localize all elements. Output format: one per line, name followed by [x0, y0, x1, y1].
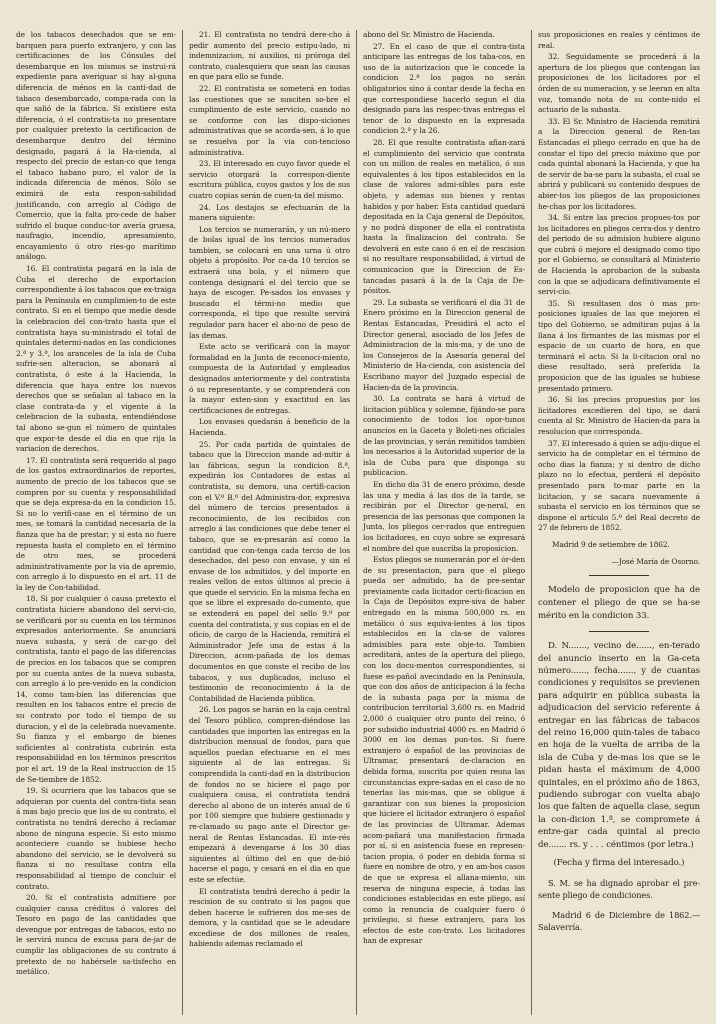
- paragraph-condition-16: 16. El contratista pagará en la isla de Cuba el derecho de exportacion correspondiente á los tabacos que ex-traiga para la Península en cumplimien-to de este contrato. Si en el tiempo que medie desde la celebracion del con-trato hasta que el contratista haya su-ministrado el total de quintales determi-nados en las condiciones 2.ª y 3.ª, los aranceles de la isla de Cuba sufrie-sen alteracion, se abonará al contratista, ó este á la Hacienda, la diferencia que haya entre los nuevos derechos que se señalan al tabaco en la clase contrata-da y el vigente á la celebracion de la subasta, entendiéndose tal abono se-gun el número de quintales que expor-te desde el dia en que rija la variacion de derechos.: [16, 264, 176, 454]
- paragraph-condition-17: 17. El contratista será requerido al pago de los gastos extraordinarios de reportes, aumento de precio de los tabacos que se compren por su cuenta y responsabilidad que se deja expresa-da en la condicion 15. Si no lo verifi-case en el término de un mes, se tomará la cantidad necesaria de la fianza que ha de prestar; y si esta no fuere repuesta hasta el completo en el término de otro mes, se procederá administrativamente por la via de apremio, con arreglo á lo dispuesto en el art. 11 de la ley de Con-tabilidad.: [16, 455, 176, 592]
- divider: [589, 575, 649, 576]
- paragraph: Los tercios se numerarán, y un nú-mero de bolas igual de los tercios numerados tambien, se colocará en una urna ú otro objeto á propósito. Por ca-da 10 tercios se extraerá una bola, y el número que contenga designará el del tercio que se haya de escoger. Pe-sados los envases y buscado el térmi-no medio que corresponda, el tipo que resulte servirá regulador para hacer el abo-no de peso de las demas.: [189, 224, 350, 340]
- divider: [589, 631, 649, 632]
- column-1: [10, 30, 183, 1015]
- model-title: Modelo de proposicion que ha de contener el pliego de que se ha-se mérito en la condicion 33.: [538, 585, 700, 622]
- paragraph: de los tabacos desechados que se em-barquen para puerto extranjero, y con las certificaciones de los Cónsules del desembarque en los mismos se instrui-rá expediente para averiguar si hay al-guna diferencia de ménos en la canti-dad de tabaco desembarcado, compa-rada con la que salió de la fábrica. Si existiere esta diferencia, ó el contratis-ta no presentare por cualquier pretexto la certificacion de desembarque dentro del término designado, pagará á la Ha-cienda, al respecto del precio de estan-co que tenga el tabaco habano puro, el valor de la indicada diferencia de ménos. Sólo se eximirá de esta respon-sabilidad justificando, con arreglo al Código de Comercio, que la falta pro-cede de haber sufrido el buque conduc-tor avería gruesa, naufragio, incendio, apresamiento, encayamiento ú otro ries-go marítimo análogo.: [16, 30, 176, 262]
- paragraph-condition-27: 27. En el caso de que el contra-tista anticipare las entregas de los taba-cos, en uso de la autorizacion que le concede la condicion 2.ª los pagos no serán obligatorios sino á contar desde la fecha en que correspondiese hacerlo segun el dia designado para las respec-tivas entregas el tenor de lo dispuesto en la expresada condicion 2.ª y la 26.: [363, 41, 525, 136]
- paragraph-condition-34: 34. Si entre las precios propues-tos por los licitadores en pliegos cerra-dos y dentro del periodo de su admision hubiere alguno que cubrá ó mejore el designado como tipo por el Gobierno, se consultará al Ministerio de Hacienda la aprobacion de la subasta con la que se adjudicara definitivamente el servi-cio.: [538, 213, 700, 297]
- approval-note: S. M. se ha dignado aprobar el pre-sente pliego de condiciones.: [538, 878, 700, 900]
- paragraph: En dicho dia 31 de enero próximo, desde las una y media á las dos de la tarde, se recibirán por el Director ge-neral, en presencia de las personas que componen la Junta, los pliegos cer-rados que entreguen los licitadores, en cuyo sobre se expresará el nombre del que suscriba la proposicion.: [363, 479, 525, 553]
- column-3: [357, 30, 532, 1015]
- column-4: [532, 30, 706, 1015]
- signature: —José María de Osorno.: [611, 556, 700, 566]
- form-signature-line: (Fecha y firma del interesado.): [553, 858, 685, 868]
- paragraph-condition-22: 22. El contratista se someterá en todas las cuestiones que se susciten so-bre el cumplimiento de este servicio, cuando no se conforme con las dispo-siciones administrativas que se acorda-sen, á lo que se resuelva por la via con-tencioso administrativa.: [189, 83, 350, 157]
- place-date: Madrid 9 de setiembre de 1862.: [552, 539, 670, 549]
- paragraph-condition-23: 23. El interesado en cuyo favor quede el servicio otorgará la correspon-diente escritura pública, cuyos gastos y los de sus cuatro copias serán de cuen-ta del mismo.: [189, 159, 350, 200]
- paragraph-condition-32: 32. Seguidamente se procederá á la apertura de los pliegos que contengan las proposiciones de los licitadores por el órden de su numeracion, y se leeran en alta voz, tomando nota de su conte-nido el actuario de la subasta.: [538, 52, 700, 115]
- paragraph: El contratista tendrá derecho á pedir la rescision de su contrato si los pagos que deben hacerse le sufrieren dos me-ses de demora, y la cantidad que se le adeudare excediese de dos millones de reales, habiendo ademas reclamado el: [189, 886, 350, 949]
- paragraph-condition-28: 28. El que resulte contratista afian-zará el cumplimiento del servicio que contrata con un millon de reales en metálico, ó sus equivalentes á los tipos establecidos en la clase de valores admi-sibles para este objeto, y ademas sus bienes y rentas habidos y por haber. Esta cantidad quedará depositada en la Caja general de Depósitos, y no podrá disponer de ella el contratista hasta la finalizacion del contrato. Se devolverá en este caso ó en el de rescision si no resultare responsabilidad, á virtud de comunicacion que la Direccion de Es-tancadas pasará á la de la Caja de De-pósitos.: [363, 137, 525, 296]
- paragraph-condition-19: 19. Si ocurriera que los tabacos que se adquieran por cuenta del contra-tista sean á mas bajo precio que los de su contrato, el contratista no tendrá derecho á reclamar abono de ninguna especie. Si esto mismo aconteciere cuando se hubiese hecho abandono del servicio, se le devolverá su fianza si no resultase contra ella responsabilidad al tiempo de concluir el contrato.: [16, 786, 176, 891]
- paragraph: Este acto se verificará con la mayor formalidad en la Junta de reconoci-miento, compuesta de la Autoridad y empleados designados anteriormente y del contratista ó su representante, y se comprenderá con la mayor exten-sion y exactitud en las certificaciones de entregas.: [189, 342, 350, 415]
- paragraph-condition-33: 33. El Sr. Ministro de Hacienda remitirá a la Direccion general de Ren-tas Estancadas el pliego cerrado en que ha de constar el tipo del precio máximo que por cada quintal abonará la Hacienda, y que ha de servir de ba-se para la subasta, el cual se abrirá y publicará su contenido despues de abier-tos los pliegos de las proposiciones he-chas por los licitadores.: [538, 116, 700, 211]
- paragraph-condition-29: 29. La subasta se verificará el dia 31 de Enero próximo en la Direccion general de Rentas Estancadas, Presidirá el acto el Director general, asociado de los Jefes de Administracion de la mis-ma, y de uno de los Consejeros de la Asesoría general del Ministerio de Ha-cienda, con asistencia del Escribano mayor del Juzgado especial de Hacien-da de la provincia.: [363, 297, 525, 392]
- paragraph-condition-18: 18. Si por cualquier ó causa pretexto el contratista hiciere abandono del servi-cio, se verificará por su cuenta en los términos expresados anteriormente. Se anunciará nueva subasta, y será de car-go del contratista, tanto el pago de las diferencias de precios en los tabacos que se compren por su cuenta antes de la nueva subasta, con arreglo á lo pre-venido en la condicion 14, como tam-bien las diferencias que resulten en los tabacos entre el precio de su contrato por todo el tiempo de su duracion, y el de la celebrada nuevamente. Su fianza y el embargo de bienes suficientes al contratista cubrirán esta responsabilidad en los términos prescritos por el art. 19 de la Real instruccion de 15 de Se-tiembre de 1852.: [16, 594, 176, 784]
- closing-date-signature: Madrid 6 de Diciembre de 1862.— Salaverría.: [538, 910, 700, 932]
- paragraph-condition-26: 26. Los pagos se harán en la caja central del Tesoro público, compren-diéndose las cantidades que importen las entregas en la distribucion mensual de fondos, para que aquellos puedan efectuarse en el mes siguiente al de las entregas. Si comprendida la canti-dad en la distribucion de fondos no se hiciere el pago por cualquiera causa, el contratista tendrá derecho al abono de un interés anual de 6 por 100 siempre que hubiere gestionado y re-clamado su pago ante el Director ge-neral de Rentas Estancadas. El inte-rés empezará á devengarse á los 30 dias siguientes al último del en que de-bió hacerse el pago, y cesará en el dia en que este se efectúe.: [189, 705, 350, 884]
- paragraph-condition-25: 25. Por cada partida de quintales de tabaco que la Direccion mande ad-mitir á las fábricas, segun la condicion 8.ª, expedirán los Contadores de estas al contratista, su demora, una certifi-cacion con el V.º B.º del Administra-dor, expresiva del número de tercios presentados á reconocimiento, de los recibidos con arreglo á las condiciones que debe tener el tabaco, que se ex-presarán así como la cantidad que con-tenga cada tercio de los desechados, del peso con envase, y sin el envase de los admitidos, y del importe en reales vellon de estos últimos al precio á que quede el servicio. En la misma fecha en que se libre el expresado do-cumento, que se extenderá en papel del sello 9.º por cuenta del contratista, y sus copias en el de oficio, de cargo de la Hacienda, remitirá el Administrador Jefe una de estas á la Direccion, acom-pañada de los demas documentos en que conste el recibo de los tabacos, y sus duplicados, incluso el testimonio de reconocimiento á la de Contabilidad de Hacienda pública.: [189, 439, 350, 703]
- paragraph-condition-21: 21. El contratista no tendrá dere-cho á pedir aumento del precio estipu-lado, ni indemnizacion, ni auxilios, ni próroga del contrato, cualesquiera que sean las causas en que para ello se funde.: [189, 30, 350, 82]
- proposal-form-text: D. N......., vecino de......, en-terado del anuncio inserto en la Ga-ceta número......, fecha......, y de cuantas condiciones y requisitos se previenen para adquirir en pública subasta la adjudicacion del servicio referente á entregar en las fábricas de tabacos del reino 16,000 quin-tales de tabaco en hoja de la vuelta de arriba de la isla de Cuba y de-mas los que se le pidan hasta el máximum de 4,000 quintales, en el próximo año de 1863, pudiendo subrogar con vuelta abajo los que falten de aquella clase, segun la con-dicion 1.ª, se compromete á entre-gar cada quintal al precio de....... rs. y . . . céntimos (por letra.): [538, 641, 700, 850]
- paragraph: Los envases quedarán á beneficio de la Hacienda.: [189, 417, 350, 437]
- paragraph: Estos pliegos se numerarán por el ór-den de su presentacion, para que el pliego pueda ser admitido, ha de pre-sentar previamente cada licitador certi-ficacion en la Caja de Depósitos expre-siva de haber entregado en la misma 500,000 rs. en metálico ó sus equiva-lentes á los tipos establecidos en la cla-se de valores admisibles para este obje-to. Tambien acreditará, antes de la apertura del pliego, con los docu-mentos correspondientes, si fuese es-pañol avecindado en la Península, que con dos años de anticipacion á la fecha de la subasta paga por la misma de contribucion territorial 3,600 rs. en Madrid 2,000 ó cualquier otro punto del reino, ó por subsidio industrial 4000 rs. en Madrid ó 3000 en los demas pun-tos. Si fuere extranjero ó español de las provincias de Ultramar, presentará de-claracion en debida forma, suscrita por quien reuna las circunstancias expre-sadas en el caso de no tenerlas las mis-mas, que se obligue á garantizar con sus bienes la proposicion que hiciere el licitador extranjero ó español de las provincias de Ultramar. Ademas acom-pañará una manifestacion firmada por sí, si en asistencia fuese en represen-tacion propia, ó poder en debida forma si fuere en nombre de otro, y en am-bos casos de que se expresa el allana-miento, sin reserva de ninguna especie, á todas las condiciones establecidas en este pliego, así como la renuncia de cualquier fuero ó privilegio, si fuese extranjero, para los efectos de este con-trato. Los licitadores han de expresar: [363, 555, 525, 946]
- paragraph: sus proposiciones en reales y céntimos de real.: [538, 30, 700, 50]
- paragraph-condition-36: 36. Si los precios propuestos por los licitadores excedieren del tipo, se dará cuenta al Sr. Ministro de Hacien-da para la resolucion que corresponda.: [538, 395, 700, 436]
- paragraph: abono del Sr. Ministro de Hacienda.: [363, 30, 495, 39]
- paragraph-condition-30: 30. La contrata se hará á virtud de licitacion pública y solemne, fijándo-se para conocimiento de todos los opor-tunos anuncios en la Gaceta y Boleti-nes oficiales de las provincias, y serán remitidos tambien los necesarios á la Autoridad superior de la isla de Cuba para que disponga su publicacion.: [363, 394, 525, 478]
- paragraph-condition-24: 24. Los destajos se efectuarán de la manera siguiente:: [189, 202, 350, 223]
- paragraph-condition-37: 37. El interesado á quien se adju-dique el servicio ha de completar en el término de ocho dias la fianza; y si dentro de dicho plazo no lo efectua, perderá el depósito presentado para to-mar parte en la licitacion, y se sacara nuevamente á subasta el servicio en los términos que se dispone el artículo 5.º del Real decreto de 27 de febrero de 1852.: [538, 438, 700, 533]
- paragraph-condition-20: 20. Si el contratista admitiere por cualquier causa créditos ó valores del Tesoro en pago de las cantidades que devengue por entregas de tabacos, esto no le servirá nunca de excusa para de-jar de cumplir las obligaciones de su contrato á pretexto de no habérsele sa-tisfecho en metálico.: [16, 893, 176, 977]
- column-2: [183, 30, 357, 1015]
- paragraph-condition-35: 35. Si resultasen dos ó mas pro-posiciones iguales de las que mejoren el tipo del Gobierno, se admitiran pujas á la llana á los firmantes de las mismas por el espacio de un cuarto de hora, en que terminará el acto. Si la li-citacion oral no diese resultado, será preferida la proposicion que de las iguales se hubiese presentado primero.: [538, 298, 700, 393]
- text-columns: [10, 30, 706, 1015]
